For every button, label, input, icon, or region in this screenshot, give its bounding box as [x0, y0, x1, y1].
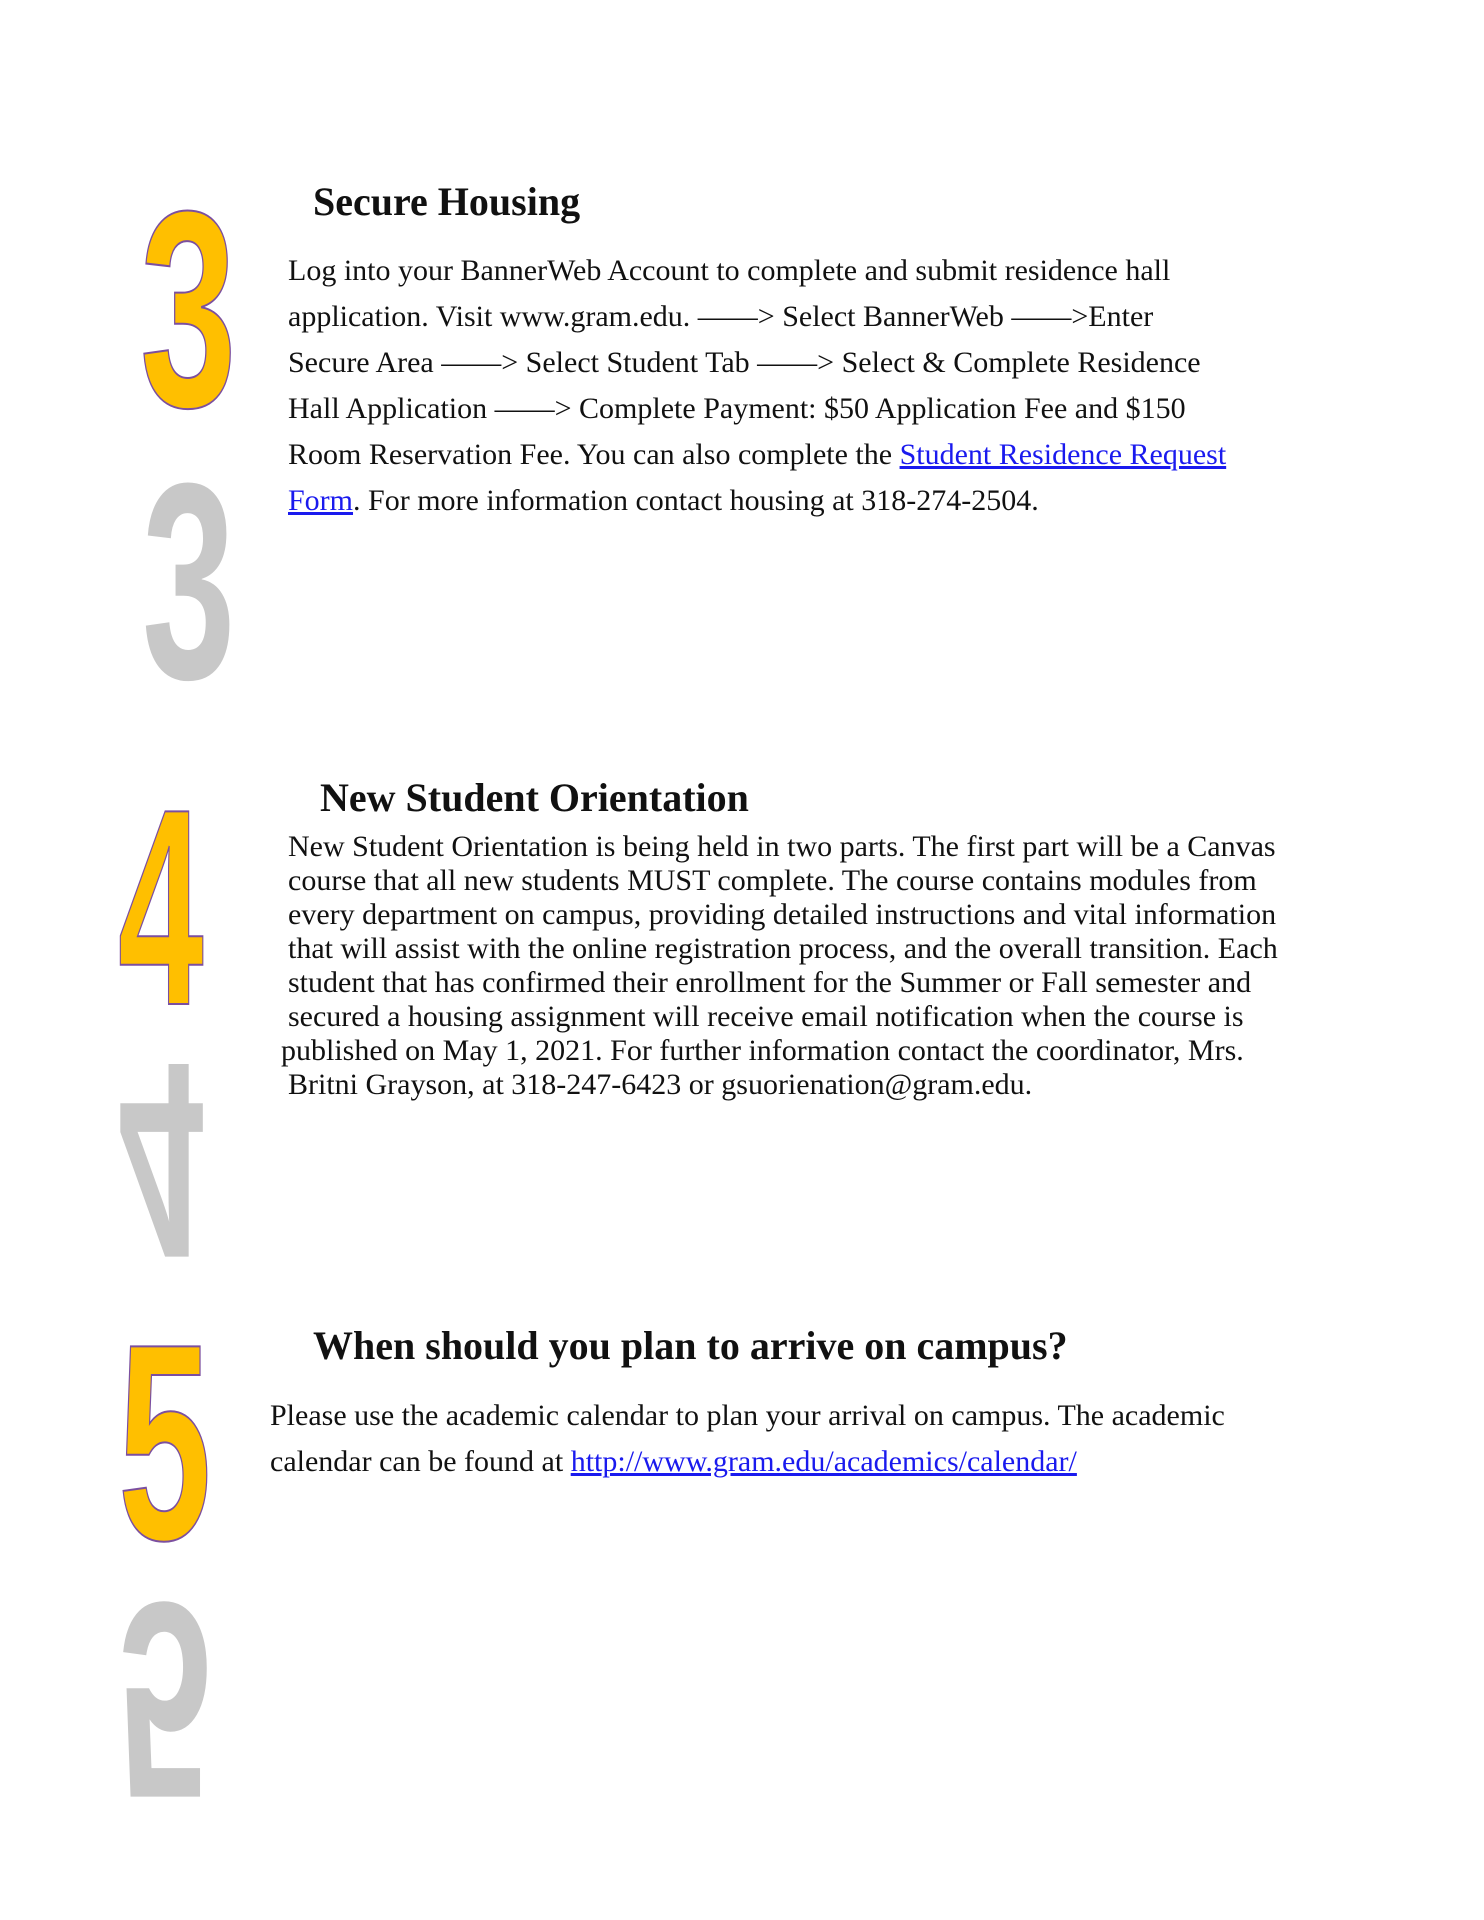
student-residence-request-link[interactable]: Student Residence Request	[899, 438, 1227, 471]
text-line	[288, 432, 1226, 478]
step-3-numeral: 3	[140, 154, 237, 466]
text-segment: . For more information contact housing at 318-274-2504.	[353, 484, 1039, 517]
text-line: every department on campus, providing detailed instructions and vital information	[288, 898, 1277, 931]
step-4-numeral-shadow: 4	[118, 1004, 204, 1316]
text-segment: Room Reservation Fee. You can also complete the	[288, 438, 900, 471]
arrival-text	[270, 1393, 1225, 1485]
step-5-numeral: 5	[118, 1287, 212, 1599]
text-line: secured a housing assignment will receive email notification when the course is	[288, 1000, 1244, 1033]
section-title-new-student-orientation: New Student Orientation	[320, 775, 749, 820]
text-segment: calendar can be found at	[270, 1445, 571, 1478]
text-line: course that all new students MUST complete. The course contains modules from	[288, 864, 1257, 897]
student-residence-request-link-continued[interactable]: Form	[288, 484, 354, 517]
text-line	[270, 1439, 1225, 1485]
secure-housing-text	[288, 248, 1226, 524]
text-line: Secure Area ——> Select Student Tab ——> Select & Complete Residence	[288, 346, 1201, 379]
step-4-numeral: 4	[118, 752, 204, 1064]
academic-calendar-link[interactable]: http://www.gram.edu/academics/calendar/	[570, 1445, 1077, 1478]
text-line: application. Visit www.gram.edu. ——> Select BannerWeb ——>Enter	[288, 300, 1154, 333]
text-line: published on May 1, 2021. For further information contact the coordinator, Mrs.	[281, 1034, 1244, 1067]
text-line	[288, 478, 1226, 524]
section-title-secure-housing: Secure Housing	[313, 179, 581, 224]
step-3-numeral-shadow: 3	[142, 426, 236, 738]
text-line: Hall Application ——> Complete Payment: $50 Application Fee and $150	[288, 392, 1186, 425]
text-line: Log into your BannerWeb Account to complete and submit residence hall	[288, 254, 1171, 287]
section-title-arrival: When should you plan to arrive on campus?	[313, 1323, 1068, 1368]
text-line: that will assist with the online registration process, and the overall transition. Each	[288, 932, 1278, 965]
step-5-numeral-shadow: 5	[118, 1544, 212, 1856]
text-line: student that has confirmed their enrollment for the Summer or Fall semester and	[288, 966, 1252, 999]
text-line: New Student Orientation is being held in two parts. The first part will be a Canvas	[288, 830, 1276, 863]
orientation-text	[281, 830, 1278, 1102]
text-line: Britni Grayson, at 318-247-6423 or gsuorienation@gram.edu.	[288, 1068, 1033, 1101]
text-line: Please use the academic calendar to plan your arrival on campus. The academic	[270, 1399, 1225, 1432]
